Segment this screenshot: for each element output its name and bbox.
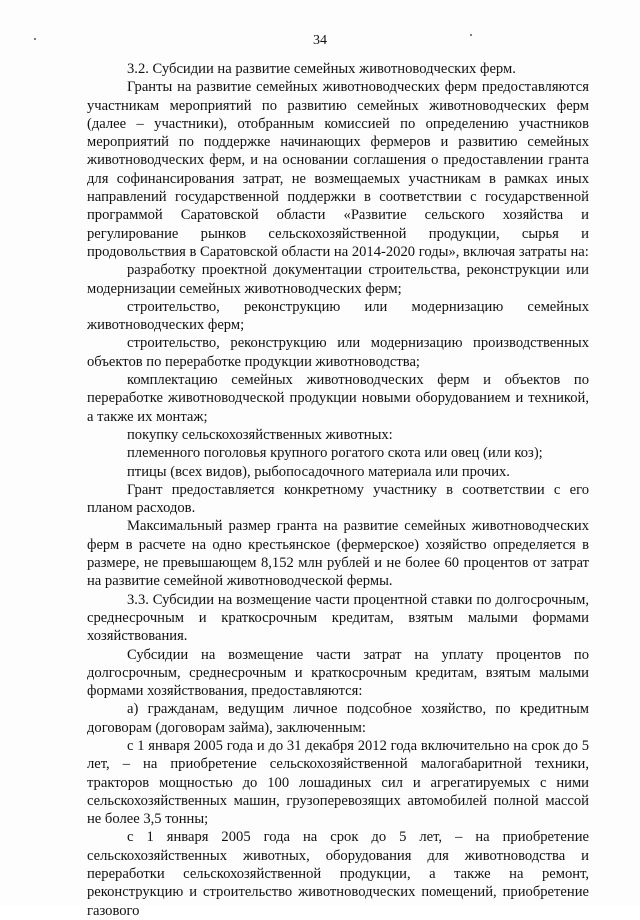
paragraph: с 1 января 2005 года на срок до 5 лет, – на приобретение сельскохозяйственных животных, оборудования для животноводства и переработки сельскохозяйственной продукции, а также на ремонт, реконструкцию и строительство животноводческих помещений, приобретение газового [87,829,589,919]
page-number: 34 [313,33,327,48]
list-item: строительство, реконструкцию или модернизацию семейных животноводческих ферм; [87,298,589,334]
paragraph: с 1 января 2005 года и до 31 декабря 2012 года включительно на срок до 5 лет, – на приобретение сельскохозяйственной малогабаритной техники, тракторов мощностью до 100 лошадиных сил и агрегатируемых с ними сельскохозяйственных машин, грузоперевозящих автомобилей полной массой не более 3,5 тонны; [87,737,589,828]
list-item: комплектацию семейных животноводческих ферм и объектов по переработке животноводческой продукции новыми оборудованием и техникой, а также их монтаж; [87,372,589,425]
paragraph: Грант предоставляется конкретному участнику в соответствии с его планом расходов. [87,481,589,517]
document-body [87,60,589,920]
paragraph: Максимальный размер гранта на развитие семейных животноводческих ферм в расчете на одно крестьянское (фермерское) хозяйство определяется в размере, не превышающем 8,152 млн рублей и не более 60 процентов от затрат на развитие семейной животноводческой фермы. [87,518,589,590]
list-item: птицы (всех видов), рыбопосадочного материала или прочих. [127,463,510,480]
list-item: разработку проектной документации строительства, реконструкции или модернизации семейных животноводческих ферм; [87,262,589,297]
paragraph: Гранты на развитие семейных животноводческих ферм предоставляются участникам мероприятий по развитию семейных животноводческих ферм (далее – участники), отобранным комиссией по определению участников мероприятий по поддержке начинающих фермеров и развитию семейных животноводческих ферм, и на основании соглашения о предоставлении гранта для софинансирования затрат, не возмещаемых участникам в рамках иных направлений государственной поддержки в соответствии с государственной программой Саратовской области «Развитие сельского хозяйства и регулирование рынков сельскохозяйственной продукции, сырья и продовольствия в Саратовской области на 2014-2020 годы», включая затраты на: [87,79,589,260]
section-heading-3-3: 3.3. Субсидии на возмещение части процентной ставки по долгосрочным, среднесрочным и краткосрочным кредитам, взятым малыми формами хозяйствования. [87,591,589,645]
section-heading-3-2: 3.2. Субсидии на развитие семейных животноводческих ферм. [127,61,516,77]
list-item: строительство, реконструкцию или модернизацию производственных объектов по переработке продукции животноводства; [87,335,589,370]
list-item: племенного поголовья крупного рогатого скота или овец (или коз); [127,445,543,462]
paragraph: Субсидии на возмещение части затрат на уплату процентов по долгосрочным, среднесрочным и краткосрочным кредитам, взятым малыми формами хозяйствования, предоставляются: [87,646,589,700]
list-item: покупку сельскохозяйственных животных: [127,426,393,443]
paragraph: а) гражданам, ведущим личное подсобное хозяйство, по кредитным договорам (договорам займа), заключенным: [87,701,589,736]
